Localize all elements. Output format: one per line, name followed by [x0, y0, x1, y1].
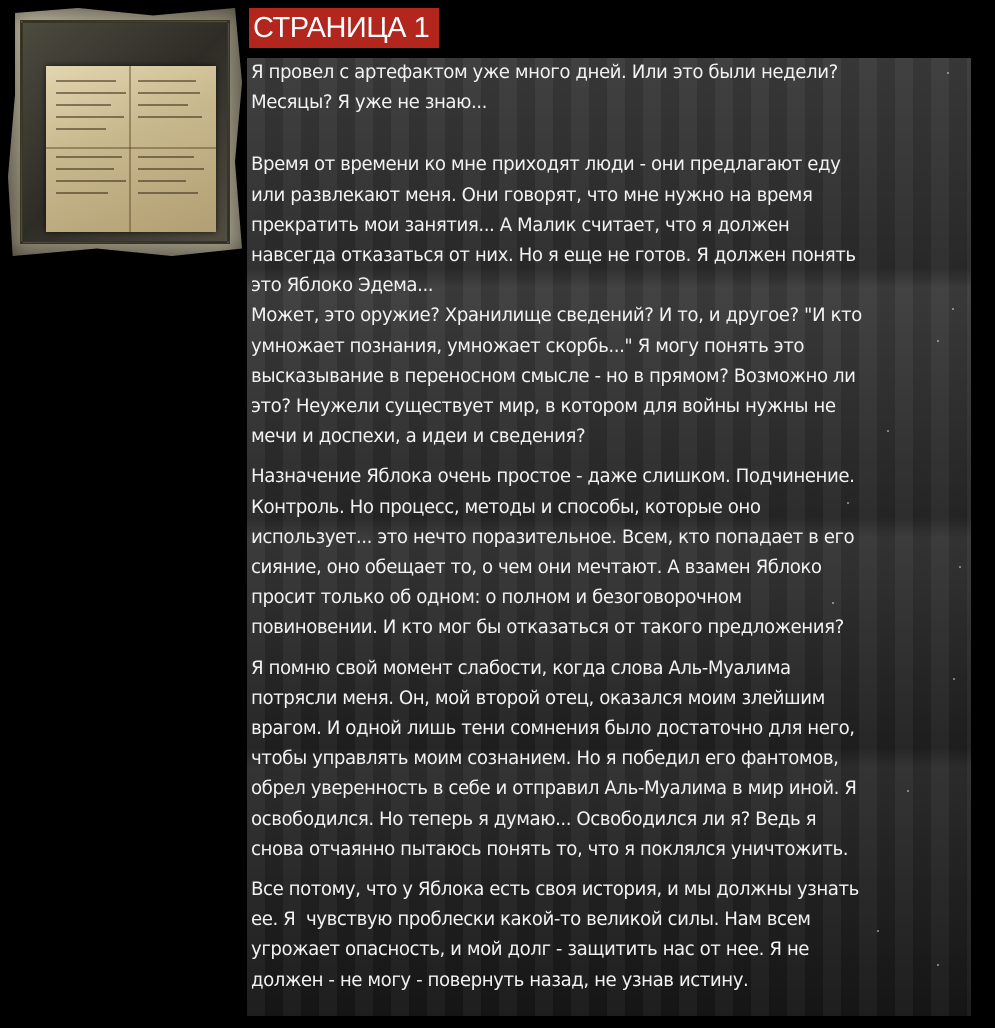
parchment-manuscript-icon — [2, 4, 246, 262]
text-panel — [247, 58, 971, 1016]
parchment-sheet — [46, 66, 216, 232]
page-title: СТРАНИЦА 1 — [249, 8, 439, 48]
paragraph-2: Время от времени ко мне приходят люди - они предлагают еду или развлекают меня. Они говорят, что мне нужно на время прекратить мои занятия... А Малик считает, что я должен навсегда отказаться от них. Но я еще не готов. Я должен понять это Яблоко Эдема... Может, это оружие? Хранилище сведений? И то, и другое? "И кто умножает познания, умножает скорбь..." Я могу понять это высказывание в переносном смысле - но в прямом? Возможно ли это? Неужели существует мир, в котором для войны нужны не мечи и доспехи, а идеи и сведения? — [251, 154, 862, 448]
paragraph-3: Назначение Яблока очень простое - даже слишком. Подчинение. Контроль. Но процесс, методы и способы, которые оно использует... это нечто поразительное. Всем, кто попадает в его сияние, оно обещает то, о чем они мечтают. А взамен Яблоко просит только об одном: о полном и безоговорочном повиновении. И кто мог бы отказаться от такого предложения? — [251, 466, 855, 639]
paragraph-4: Я помню свой момент слабости, когда слова Аль-Муалима потрясли меня. Он, мой второй отец, оказался моим злейшим врагом. И одной лишь тени сомнения было достаточно для него, чтобы управлять моим сознанием. Но я победил его фантомов, обрел уверенность в себе и отправил Аль-Муалима в мир иной. Я освободился. Но теперь я думаю... Освободился ли я? Ведь я снова отчаянно пытаюсь понять то, что я поклялся уничтожить. — [251, 657, 857, 860]
paragraph-5: Все потому, что у Яблока есть своя история, и мы должны узнать ее. Я чувствую проблески какой-то великой силы. Нам всем угрожает опасность, и мой долг - защитить нас от нее. Я не должен - не могу - повернуть назад, не узнав истину. — [251, 879, 859, 991]
paragraph-1: Я провел с артефактом уже много дней. Или это были недели? Месяцы? Я уже не знаю... — [251, 62, 838, 114]
journal-text — [251, 58, 969, 996]
